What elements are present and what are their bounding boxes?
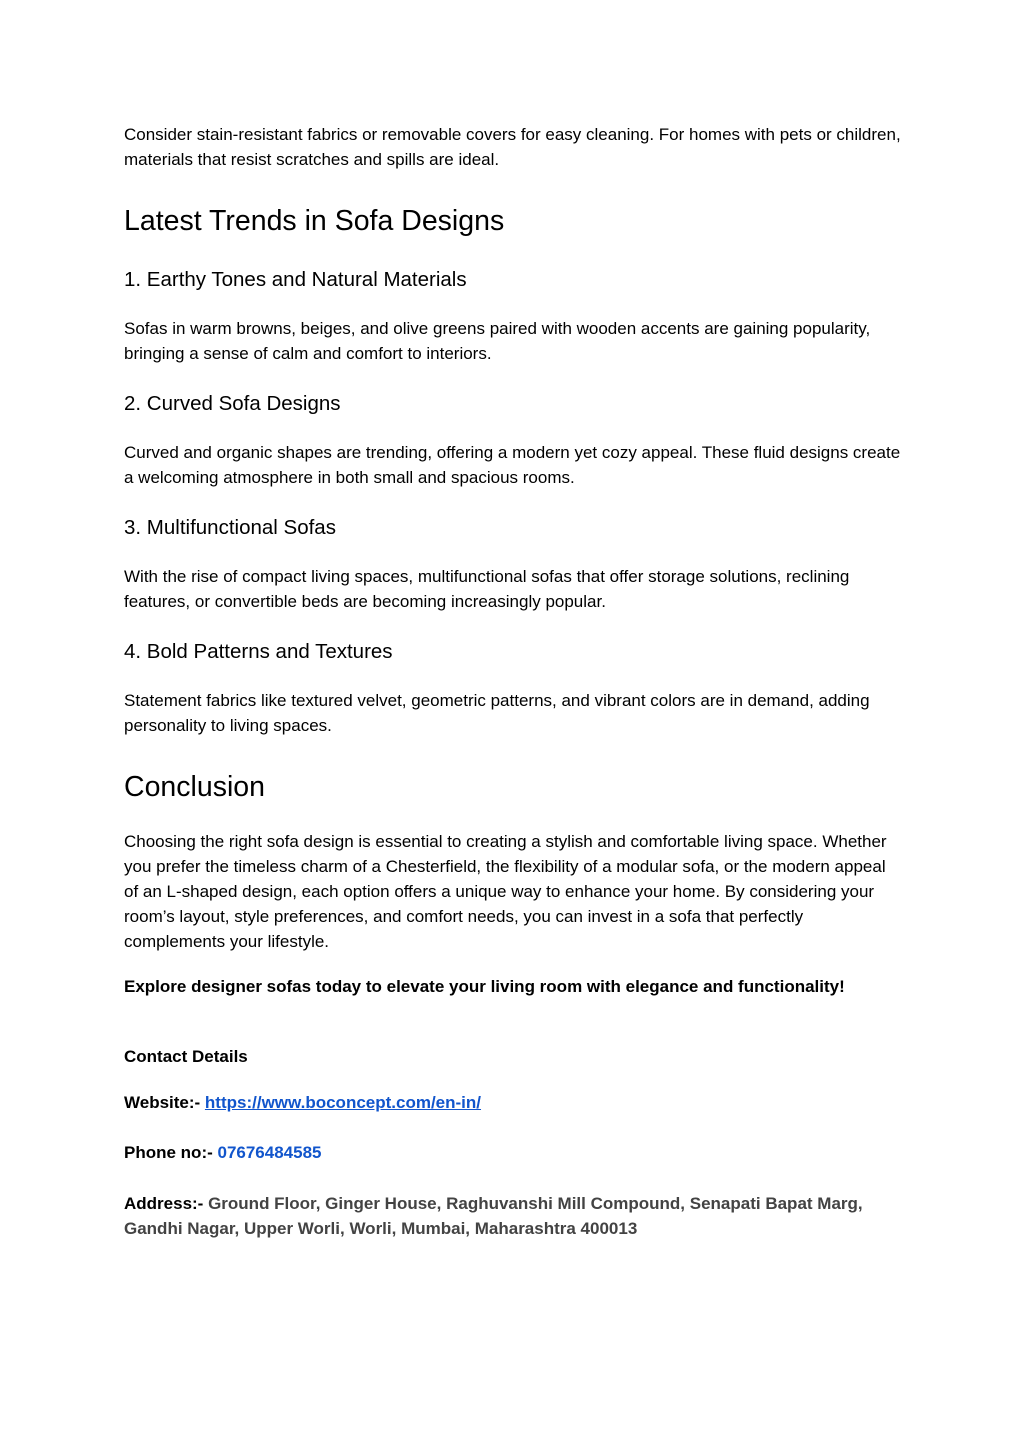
conclusion-paragraph: Choosing the right sofa design is essential to creating a stylish and comfortable living space. Whether you prefer the timeless charm of a Chesterfield, the flexibility of a modular sofa, or the modern appeal of an L-shaped design, each option offers a unique way to enhance your home. By considering your room’s layout, style preferences, and comfort needs, you can invest in a sofa that perfectly complements your lifestyle.	[124, 832, 887, 951]
trend-1-text: Sofas in warm browns, beiges, and olive greens paired with wooden accents are gaining popularity, bringing a sense of calm and comfort to interiors.	[124, 319, 871, 363]
trend-4-text: Statement fabrics like textured velvet, geometric patterns, and vibrant colors are in demand, adding personality to living spaces.	[124, 691, 870, 735]
address-value: Ground Floor, Ginger House, Raghuvanshi Mill Compound, Senapati Bapat Marg, Gandhi Nagar, Upper Worli, Worli, Mumbai, Maharashtra 400013	[124, 1194, 863, 1238]
trends-heading: Latest Trends in Sofa Designs	[124, 205, 505, 237]
website-link[interactable]: https://www.boconcept.com/en-in/	[204, 1093, 482, 1112]
trend-4-title: 4. Bold Patterns and Textures	[124, 640, 393, 663]
phone-number[interactable]: 07676484585	[217, 1143, 322, 1162]
conclusion-heading: Conclusion	[124, 771, 265, 803]
address-label: Address:-	[124, 1194, 209, 1213]
trend-3-title: 3. Multifunctional Sofas	[124, 516, 336, 539]
website-line	[124, 1090, 904, 1115]
intro-paragraph: Consider stain-resistant fabrics or removable covers for easy cleaning. For homes with pets or children, materials that resist scratches and spills are ideal.	[124, 125, 901, 169]
phone-line	[124, 1140, 904, 1165]
trend-2-text: Curved and organic shapes are trending, offering a modern yet cozy appeal. These fluid designs create a welcoming atmosphere in both small and spacious rooms.	[124, 443, 901, 487]
trend-1-title: 1. Earthy Tones and Natural Materials	[124, 268, 467, 291]
phone-label: Phone no:-	[124, 1143, 218, 1162]
call-to-action: Explore designer sofas today to elevate your living room with elegance and functionality!	[124, 977, 845, 996]
trend-2-title: 2. Curved Sofa Designs	[124, 392, 341, 415]
website-label: Website:-	[124, 1093, 205, 1112]
contact-heading: Contact Details	[124, 1047, 248, 1066]
address-line	[124, 1191, 904, 1241]
trend-3-text: With the rise of compact living spaces, multifunctional sofas that offer storage solutions, reclining features, or convertible beds are becoming increasingly popular.	[124, 567, 850, 611]
